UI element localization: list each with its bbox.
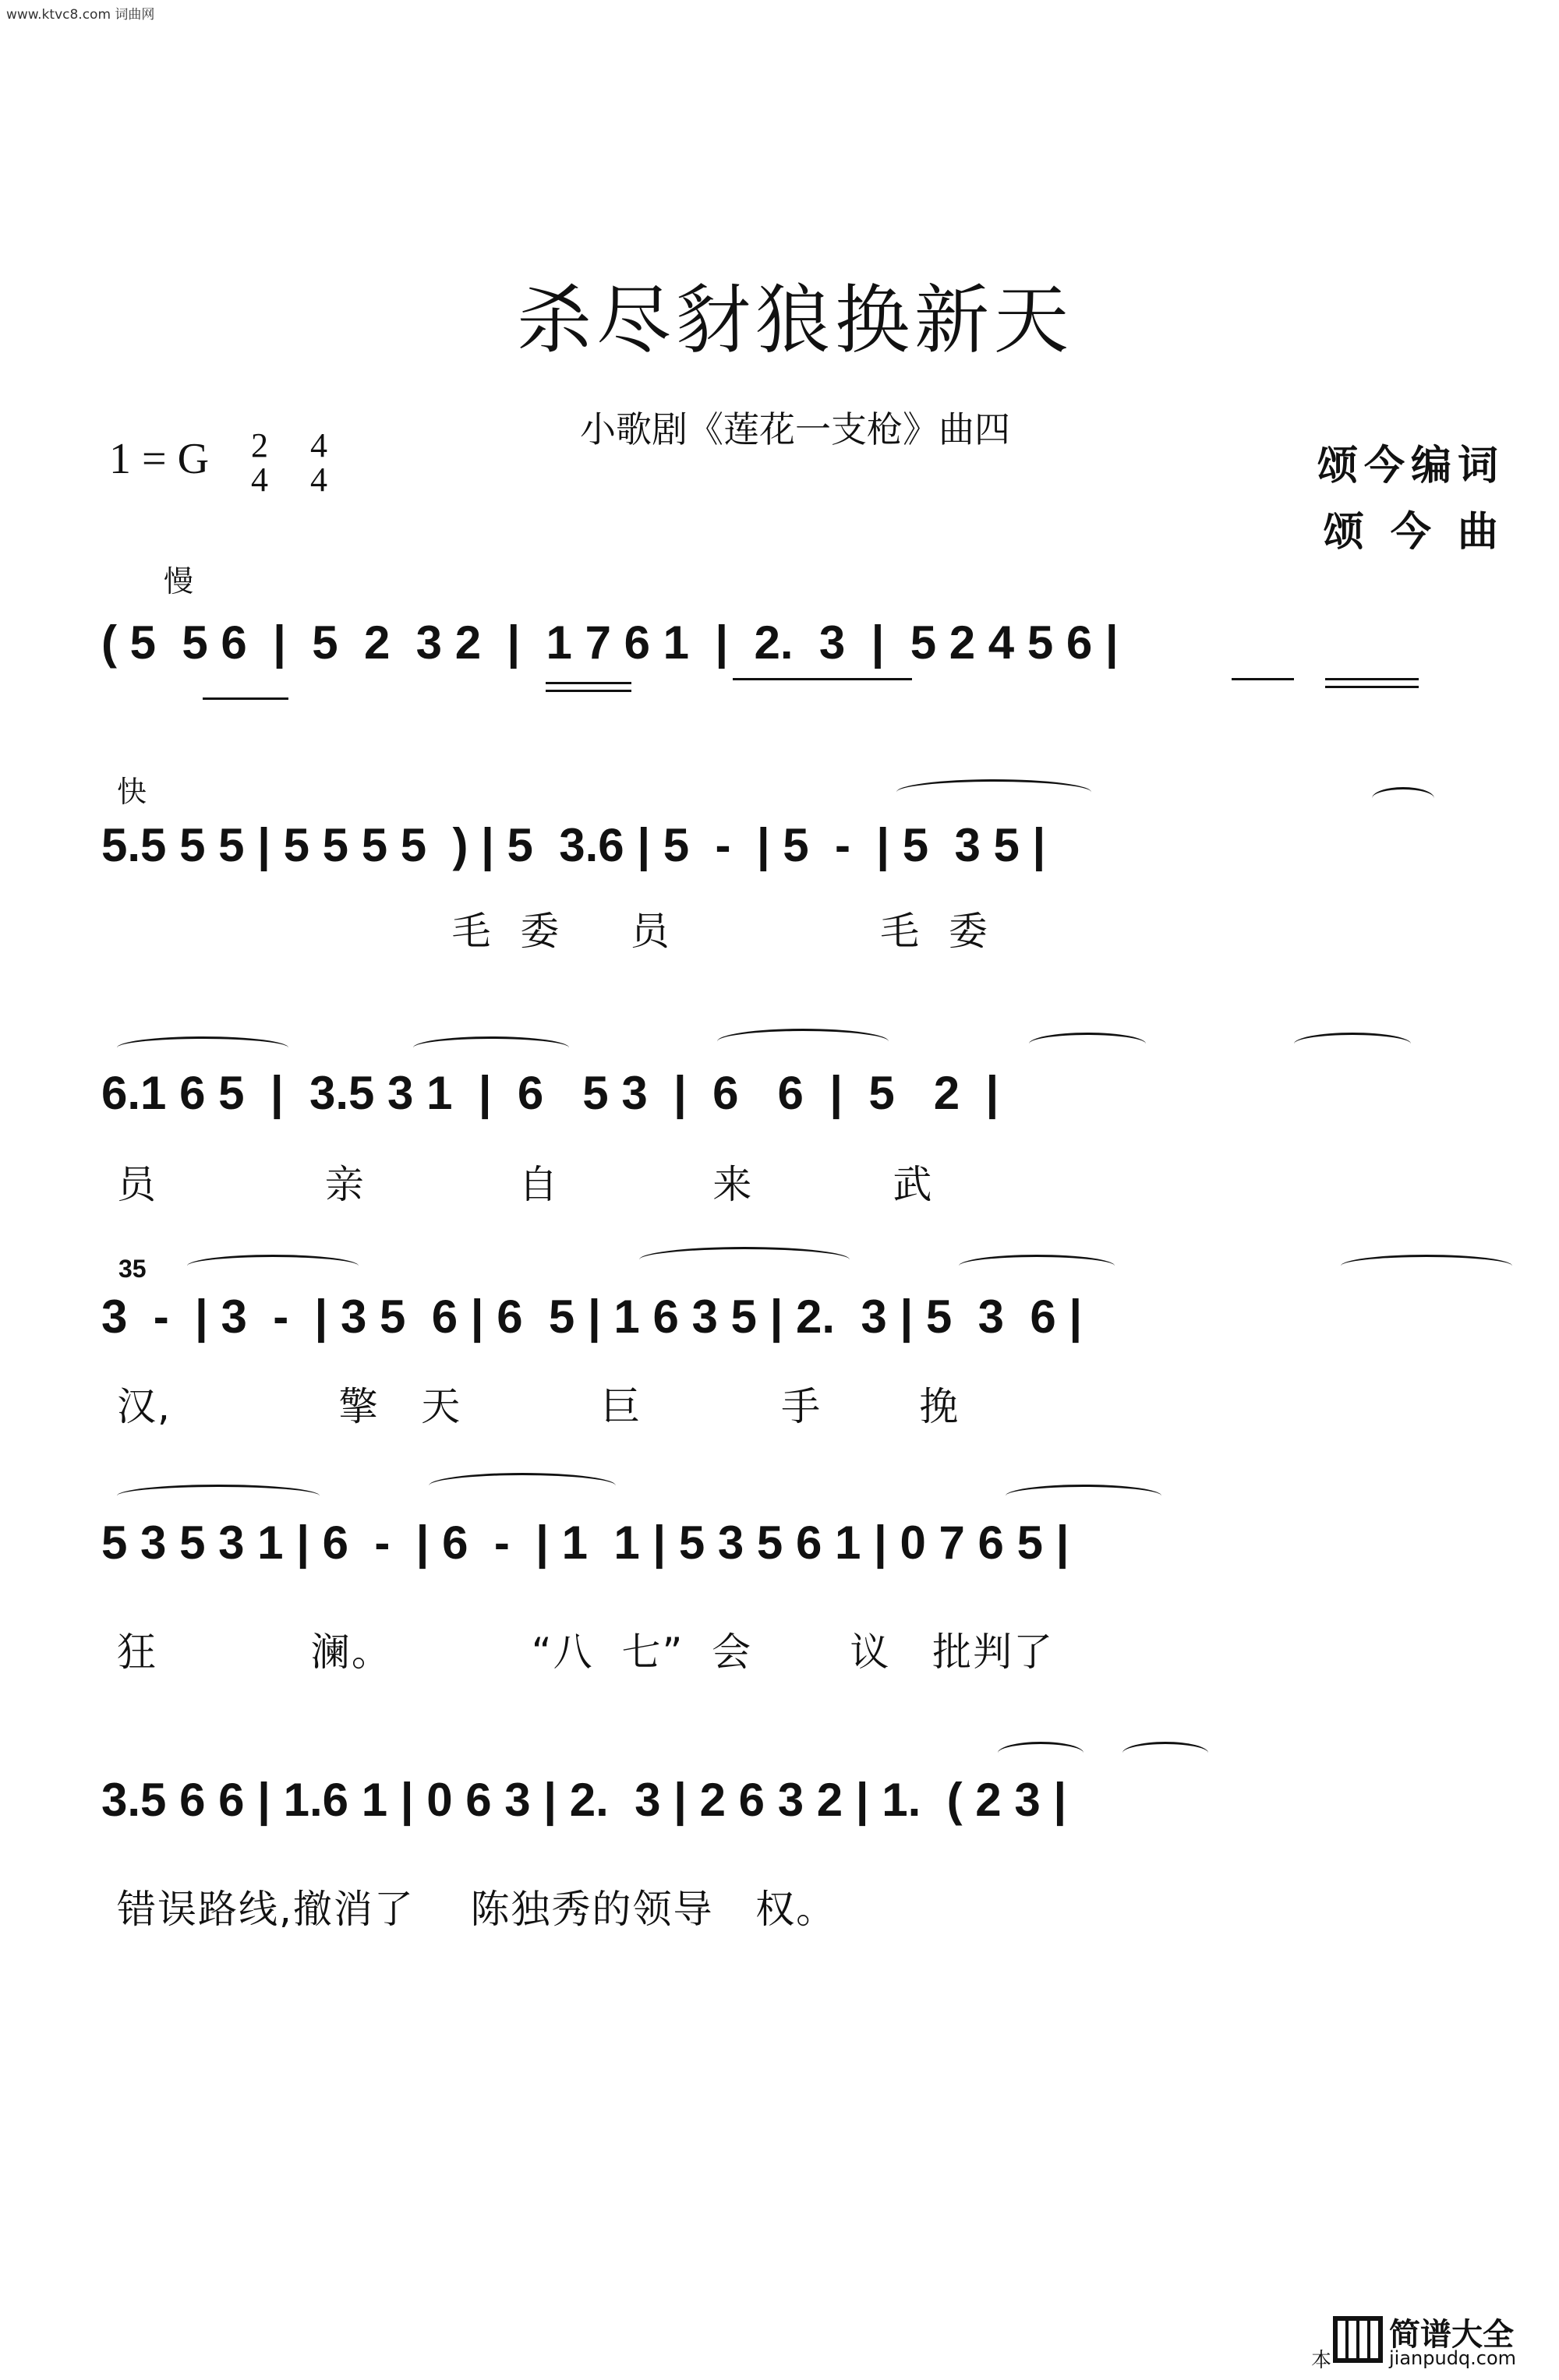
tempo-slow: 慢 — [164, 564, 194, 599]
site-logo — [1311, 2310, 1543, 2372]
slur — [1372, 787, 1434, 810]
song-subtitle: 小歌剧《莲花一支枪》曲四 — [580, 408, 1010, 450]
slur — [117, 1485, 320, 1507]
song-title: 杀尽豺狼换新天 — [517, 277, 1073, 364]
slur — [1006, 1485, 1161, 1507]
key-label: 1 = G — [109, 434, 210, 483]
time-signature-2 — [310, 426, 328, 499]
slur — [1122, 1742, 1208, 1764]
slur — [717, 1029, 889, 1054]
lyrics-line-3: 员 亲 自 来 武 — [117, 1162, 934, 1207]
grace-note: 35 — [118, 1255, 147, 1283]
slur — [998, 1742, 1084, 1764]
beam — [546, 682, 631, 684]
key-signature — [109, 426, 328, 499]
time-signature-1-top: 2 — [251, 426, 269, 464]
lyrics-line-6: 错误路线,撤消了 陈独秀的领导 权。 — [117, 1887, 837, 1932]
time-signature-2-top: 4 — [310, 426, 328, 464]
notation-line-4: 3 - | 3 - | 3 5 6 | 6 5 | 1 6 3 5 | 2. 3 | 5 3 6 | — [101, 1291, 1083, 1343]
beam — [1232, 678, 1294, 680]
beam — [546, 690, 631, 692]
beam — [733, 678, 912, 680]
slur — [896, 779, 1091, 805]
tempo-fast: 快 — [117, 775, 147, 809]
lyricist-credit: 颂今编词 — [1317, 442, 1504, 489]
logo-name: 简谱大全 — [1389, 2317, 1514, 2353]
time-signature-1 — [251, 426, 269, 499]
slur — [413, 1036, 569, 1059]
slur — [1029, 1033, 1146, 1055]
notation-line-6: 3.5 6 6 | 1.6 1 | 0 6 3 | 2. 3 | 2 6 3 2 | 1. ( 2 3 | — [101, 1774, 1067, 1826]
slur — [1294, 1033, 1411, 1055]
time-signature-1-bottom: 4 — [251, 461, 269, 499]
slur — [639, 1247, 850, 1273]
beam — [203, 697, 288, 700]
logo-prefix: 本 — [1311, 2349, 1332, 2372]
slur — [1341, 1255, 1512, 1277]
composer-credit: 颂 今 曲 — [1323, 508, 1504, 556]
notation-line-5: 5 3 5 3 1 | 6 - | 6 - | 1 1 | 5 3 5 6 1 | 0 7 6 5 | — [101, 1517, 1069, 1569]
lyrics-line-5: 狂 澜。 “八 七” 会 议 批判了 — [117, 1630, 1055, 1675]
notation-line-2: 5.5 5 5 | 5 5 5 5 ) | 5 3.6 | 5 - | 5 - | 5 3 5 | — [101, 819, 1046, 871]
beam — [1325, 686, 1419, 688]
slur — [959, 1255, 1115, 1277]
beam — [1325, 678, 1419, 680]
site-watermark: www.ktvc8.com 词曲网 — [6, 7, 155, 23]
slur — [187, 1255, 359, 1277]
logo-url: jianpudq.com — [1389, 2347, 1517, 2369]
notation-line-1: ( 5 5 6 | 5 2 3 2 | 1 7 6 1 | 2. 3 | 5 2 4 5 6 | — [101, 616, 1119, 669]
slur — [429, 1473, 616, 1499]
time-signature-2-bottom: 4 — [310, 461, 328, 499]
piano-icon — [1333, 2316, 1383, 2363]
notation-line-3: 6.1 6 5 | 3.5 3 1 | 6 5 3 | 6 6 | 5 2 | — [101, 1067, 999, 1119]
lyrics-line-4: 汉, 擎 天 巨 手 挽 — [117, 1384, 960, 1429]
slur — [117, 1036, 288, 1059]
lyrics-line-2: 毛 委 员 毛 委 — [117, 909, 989, 954]
